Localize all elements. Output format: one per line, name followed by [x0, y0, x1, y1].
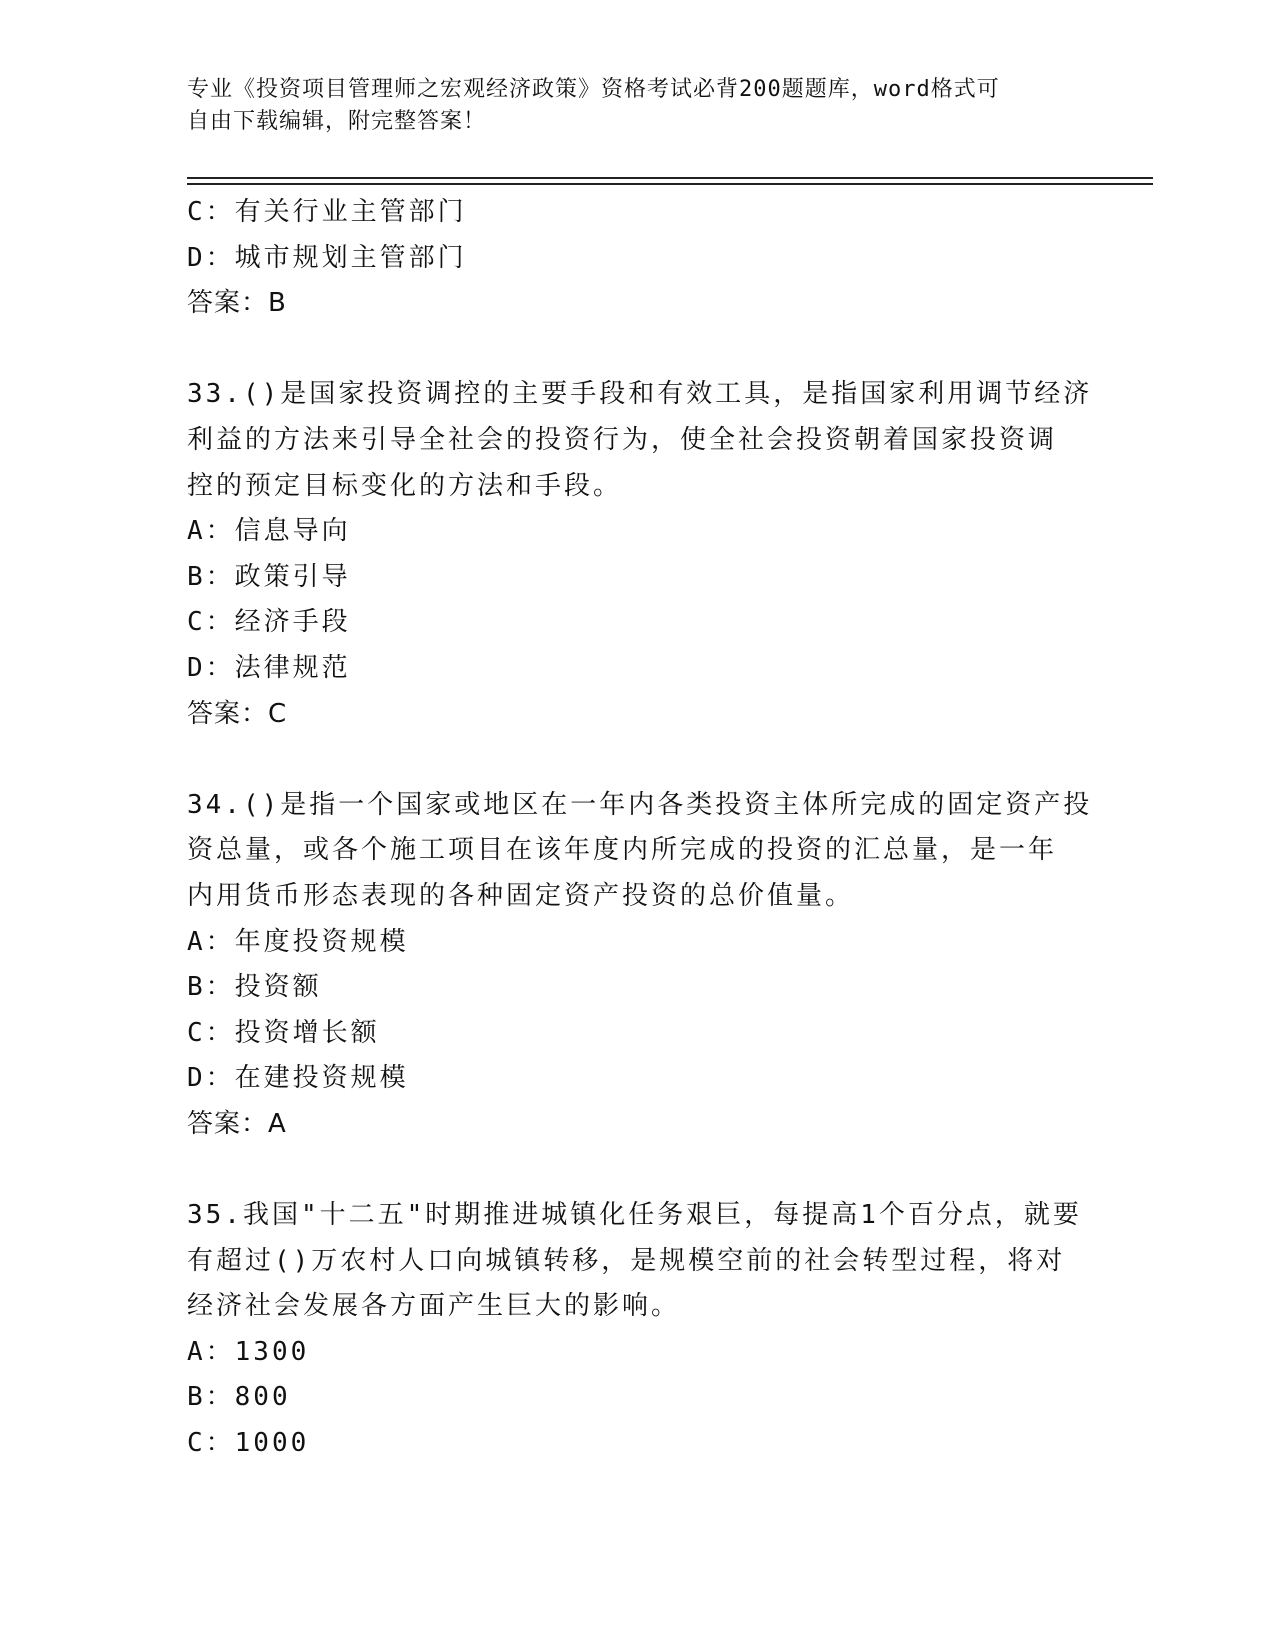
option-text: 1000 [234, 1428, 310, 1459]
header-divider-bottom [187, 183, 1153, 185]
option-text: 投资增长额 [234, 1017, 380, 1048]
option-text: 800 [234, 1382, 291, 1413]
option-label: C： [187, 607, 235, 638]
option-text: 在建投资规模 [234, 1063, 409, 1094]
document-header [187, 74, 1067, 138]
option-line [187, 1421, 1087, 1467]
option-text: 政策引导 [234, 561, 351, 592]
option-label: C： [187, 1017, 235, 1048]
option-line [187, 1330, 1087, 1376]
option-label: D： [187, 242, 235, 273]
option-line [187, 555, 1087, 601]
option-text: 投资额 [234, 972, 322, 1003]
option-label: B： [187, 1382, 235, 1413]
option-text: 信息导向 [234, 516, 351, 547]
question-stem-line: 33.()是国家投资调控的主要手段和有效工具，是指国家利用调节经济 [187, 379, 1093, 410]
option-line [187, 646, 1087, 692]
question-stem-line: 34.()是指一个国家或地区在一年内各类投资主体所完成的固定资产投 [187, 789, 1093, 820]
option-label: A： [187, 926, 235, 957]
header-line-2: 自由下载编辑，附完整答案！ [187, 109, 487, 134]
answer-line: 答案：A [187, 1108, 287, 1139]
question-stem-line: 控的预定目标变化的方法和手段。 [187, 470, 623, 501]
option-label: D： [187, 1063, 235, 1094]
option-text: 年度投资规模 [234, 926, 409, 957]
option-label: B： [187, 972, 235, 1003]
question-33 [187, 372, 1093, 737]
option-line [187, 236, 1087, 282]
question-stem-line: 资总量，或各个施工项目在该年度内所完成的投资的汇总量，是一年 [187, 835, 1058, 866]
question-content [187, 190, 1093, 1467]
option-label: D： [187, 652, 235, 683]
option-text: 有关行业主管部门 [234, 197, 467, 227]
option-line [187, 965, 1087, 1011]
option-label: A： [187, 516, 235, 547]
question-34 [187, 783, 1093, 1148]
question-35 [187, 1193, 1087, 1467]
option-text: 经济手段 [234, 607, 351, 638]
header-line-1: 专业《投资项目管理师之宏观经济政策》资格考试必背200题题库，word格式可 [187, 77, 1000, 102]
option-label: B： [187, 561, 235, 592]
question-stem-line: 35.我国"十二五"时期推进城镇化任务艰巨，每提高1个百分点，就要 [187, 1200, 1082, 1231]
option-line [187, 1375, 1087, 1421]
option-label: C： [187, 197, 235, 227]
option-line [187, 1056, 1087, 1102]
option-text: 城市规划主管部门 [234, 242, 467, 273]
option-line [187, 190, 1087, 236]
option-label: C： [187, 1428, 235, 1459]
question-stem-line: 内用货币形态表现的各种固定资产投资的总价值量。 [187, 880, 855, 911]
option-text: 1300 [234, 1336, 310, 1367]
option-line [187, 1011, 1087, 1057]
question-stem-line: 有超过()万农村人口向城镇转移，是规模空前的社会转型过程，将对 [187, 1245, 1066, 1276]
question-stem-line: 经济社会发展各方面产生巨大的影响。 [187, 1291, 681, 1322]
option-line [187, 920, 1087, 966]
header-divider-top [187, 177, 1153, 179]
option-line [187, 509, 1087, 555]
option-label: A： [187, 1336, 235, 1367]
answer-line: 答案：B [187, 288, 287, 319]
option-text: 法律规范 [234, 652, 351, 683]
answer-line: 答案：C [187, 698, 288, 729]
question-stem-line: 利益的方法来引导全社会的投资行为，使全社会投资朝着国家投资调 [187, 424, 1058, 455]
option-line [187, 600, 1087, 646]
